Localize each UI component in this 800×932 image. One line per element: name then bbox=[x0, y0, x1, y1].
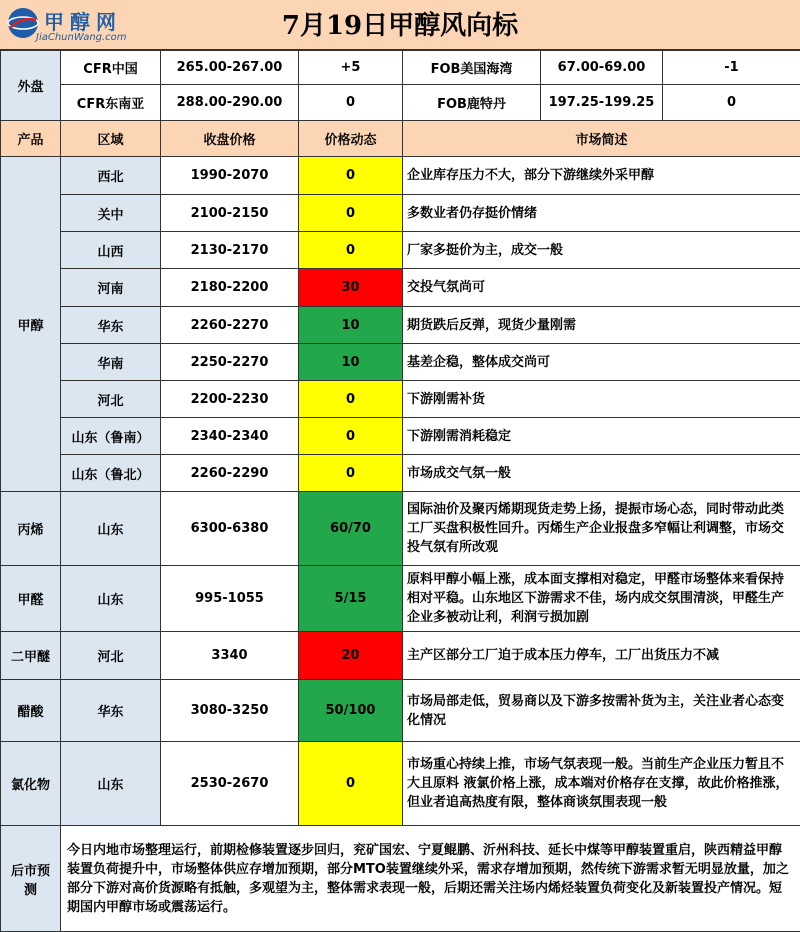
change-cell: 0 bbox=[299, 742, 403, 826]
col-dynamic: 价格动态 bbox=[299, 121, 403, 157]
summary-cell: 基差企稳，整体成交尚可 bbox=[403, 344, 800, 381]
price-cell: 2260-2290 bbox=[161, 455, 299, 492]
price-cell: 2100-2150 bbox=[161, 195, 299, 232]
change-cell: 60/70 bbox=[299, 492, 403, 566]
table-row bbox=[1, 742, 800, 826]
change-cell: 10 bbox=[299, 344, 403, 381]
table-row bbox=[1, 680, 800, 742]
region-cell: 河南 bbox=[61, 269, 161, 307]
outer-change: 0 bbox=[299, 85, 403, 121]
product-cell: 氯化物 bbox=[1, 742, 61, 826]
summary-cell: 市场局部走低，贸易商以及下游多按需补货为主，关注业者心态变化情况 bbox=[403, 680, 800, 742]
region-cell: 西北 bbox=[61, 157, 161, 195]
summary-cell: 下游刚需补货 bbox=[403, 381, 800, 418]
price-cell: 2200-2230 bbox=[161, 381, 299, 418]
price-cell: 2260-2270 bbox=[161, 307, 299, 344]
outer-change-2: 0 bbox=[663, 85, 800, 121]
col-summary: 市场简述 bbox=[403, 121, 800, 157]
region-cell: 山东 bbox=[61, 492, 161, 566]
table-row bbox=[1, 492, 800, 566]
table-row bbox=[1, 157, 800, 195]
price-cell: 2250-2270 bbox=[161, 344, 299, 381]
outer-region-2: FOB美国海湾 bbox=[403, 51, 541, 85]
change-cell: 30 bbox=[299, 269, 403, 307]
region-cell: 山东 bbox=[61, 742, 161, 826]
region-cell: 华南 bbox=[61, 344, 161, 381]
table-row bbox=[1, 307, 800, 344]
col-region: 区域 bbox=[61, 121, 161, 157]
change-cell: 50/100 bbox=[299, 680, 403, 742]
price-table bbox=[0, 50, 800, 932]
outer-region-2: FOB鹿特丹 bbox=[403, 85, 541, 121]
table-row bbox=[1, 632, 800, 680]
table-row bbox=[1, 232, 800, 269]
page-title: 7月19日甲醇风向标 bbox=[0, 5, 800, 42]
summary-cell: 多数业者仍存挺价情绪 bbox=[403, 195, 800, 232]
region-cell: 华东 bbox=[61, 680, 161, 742]
table-row bbox=[1, 455, 800, 492]
change-cell: 10 bbox=[299, 307, 403, 344]
table-row bbox=[1, 566, 800, 632]
change-cell: 0 bbox=[299, 381, 403, 418]
price-cell: 2530-2670 bbox=[161, 742, 299, 826]
table-row bbox=[1, 344, 800, 381]
col-close: 收盘价格 bbox=[161, 121, 299, 157]
logo-url: JiaChunWang.com bbox=[36, 32, 127, 43]
outer-price: 288.00-290.00 bbox=[161, 85, 299, 121]
outer-label: 外盘 bbox=[1, 51, 61, 121]
summary-cell: 市场成交气氛一般 bbox=[403, 455, 800, 492]
price-cell: 6300-6380 bbox=[161, 492, 299, 566]
product-cell: 醋酸 bbox=[1, 680, 61, 742]
outer-price-2: 197.25-199.25 bbox=[541, 85, 663, 121]
price-cell: 3340 bbox=[161, 632, 299, 680]
change-cell: 0 bbox=[299, 232, 403, 269]
price-cell: 1990-2070 bbox=[161, 157, 299, 195]
region-cell: 华东 bbox=[61, 307, 161, 344]
change-cell: 0 bbox=[299, 195, 403, 232]
region-cell: 山东（鲁南） bbox=[61, 418, 161, 455]
outer-price-2: 67.00-69.00 bbox=[541, 51, 663, 85]
outer-price: 265.00-267.00 bbox=[161, 51, 299, 85]
change-cell: 0 bbox=[299, 418, 403, 455]
price-cell: 2130-2170 bbox=[161, 232, 299, 269]
forecast-text: 今日内地市场整理运行，前期检修装置逐步回归，兖矿国宏、宁夏鲲鹏、沂州科技、延长中煤等甲醇装置重启，陕西精益甲醇装置负荷提升中，市场整体供应存增加预期，部分MTO装置继续外采，需求存增加预期，然传统下游需求暂无明显放量，加之部分下游对高价货源略有抵触，多观望为主，整体需求表现一般，后期还需关注场内烯烃装置负荷变化及新装置投产情况。短期国内甲醇市场或震荡运行。 bbox=[61, 826, 800, 932]
table-row bbox=[1, 51, 800, 85]
forecast-label: 后市预测 bbox=[1, 826, 61, 932]
col-product: 产品 bbox=[1, 121, 61, 157]
product-methanol: 甲醇 bbox=[1, 157, 61, 492]
region-cell: 关中 bbox=[61, 195, 161, 232]
outer-region: CFR中国 bbox=[61, 51, 161, 85]
table-row bbox=[1, 418, 800, 455]
summary-cell: 国际油价及聚丙烯期现货走势上扬，提振市场心态，同时带动此类工厂买盘积极性回升。丙烯生产企业报盘多窄幅让利调整，市场交投气氛有所改观 bbox=[403, 492, 800, 566]
outer-region: CFR东南亚 bbox=[61, 85, 161, 121]
product-cell: 丙烯 bbox=[1, 492, 61, 566]
change-cell: 0 bbox=[299, 455, 403, 492]
summary-cell: 主产区部分工厂迫于成本压力停车，工厂出货压力不减 bbox=[403, 632, 800, 680]
product-cell: 二甲醚 bbox=[1, 632, 61, 680]
outer-change: +5 bbox=[299, 51, 403, 85]
region-cell: 山东 bbox=[61, 566, 161, 632]
product-cell: 甲醛 bbox=[1, 566, 61, 632]
summary-cell: 交投气氛尚可 bbox=[403, 269, 800, 307]
region-cell: 山西 bbox=[61, 232, 161, 269]
logo-text: 甲醇网 bbox=[44, 6, 122, 35]
summary-cell: 原料甲醇小幅上涨，成本面支撑相对稳定，甲醛市场整体来看保持相对平稳。山东地区下游需求不佳，场内成交氛围清淡，甲醛生产企业多被动让利，利润亏损加剧 bbox=[403, 566, 800, 632]
summary-cell: 企业库存压力不大，部分下游继续外采甲醇 bbox=[403, 157, 800, 195]
change-cell: 0 bbox=[299, 157, 403, 195]
table-row bbox=[1, 269, 800, 307]
table-row bbox=[1, 85, 800, 121]
table-row bbox=[1, 195, 800, 232]
price-cell: 2180-2200 bbox=[161, 269, 299, 307]
summary-cell: 市场重心持续上推，市场气氛表现一般。当前生产企业压力暂且不大且原料 液氯价格上涨，成本端对价格存在支撑，故此价格推涨，但业者追高热度有限，整体商谈氛围表现一般 bbox=[403, 742, 800, 826]
summary-cell: 下游刚需消耗稳定 bbox=[403, 418, 800, 455]
change-cell: 20 bbox=[299, 632, 403, 680]
price-cell: 2340-2340 bbox=[161, 418, 299, 455]
outer-change-2: -1 bbox=[663, 51, 800, 85]
title-bar bbox=[0, 0, 800, 50]
table-row bbox=[1, 121, 800, 157]
summary-cell: 厂家多挺价为主，成交一般 bbox=[403, 232, 800, 269]
table-row bbox=[1, 381, 800, 418]
region-cell: 山东（鲁北） bbox=[61, 455, 161, 492]
change-cell: 5/15 bbox=[299, 566, 403, 632]
price-cell: 995-1055 bbox=[161, 566, 299, 632]
summary-cell: 期货跌后反弹，现货少量刚需 bbox=[403, 307, 800, 344]
price-cell: 3080-3250 bbox=[161, 680, 299, 742]
region-cell: 河北 bbox=[61, 632, 161, 680]
region-cell: 河北 bbox=[61, 381, 161, 418]
table-row bbox=[1, 826, 800, 932]
